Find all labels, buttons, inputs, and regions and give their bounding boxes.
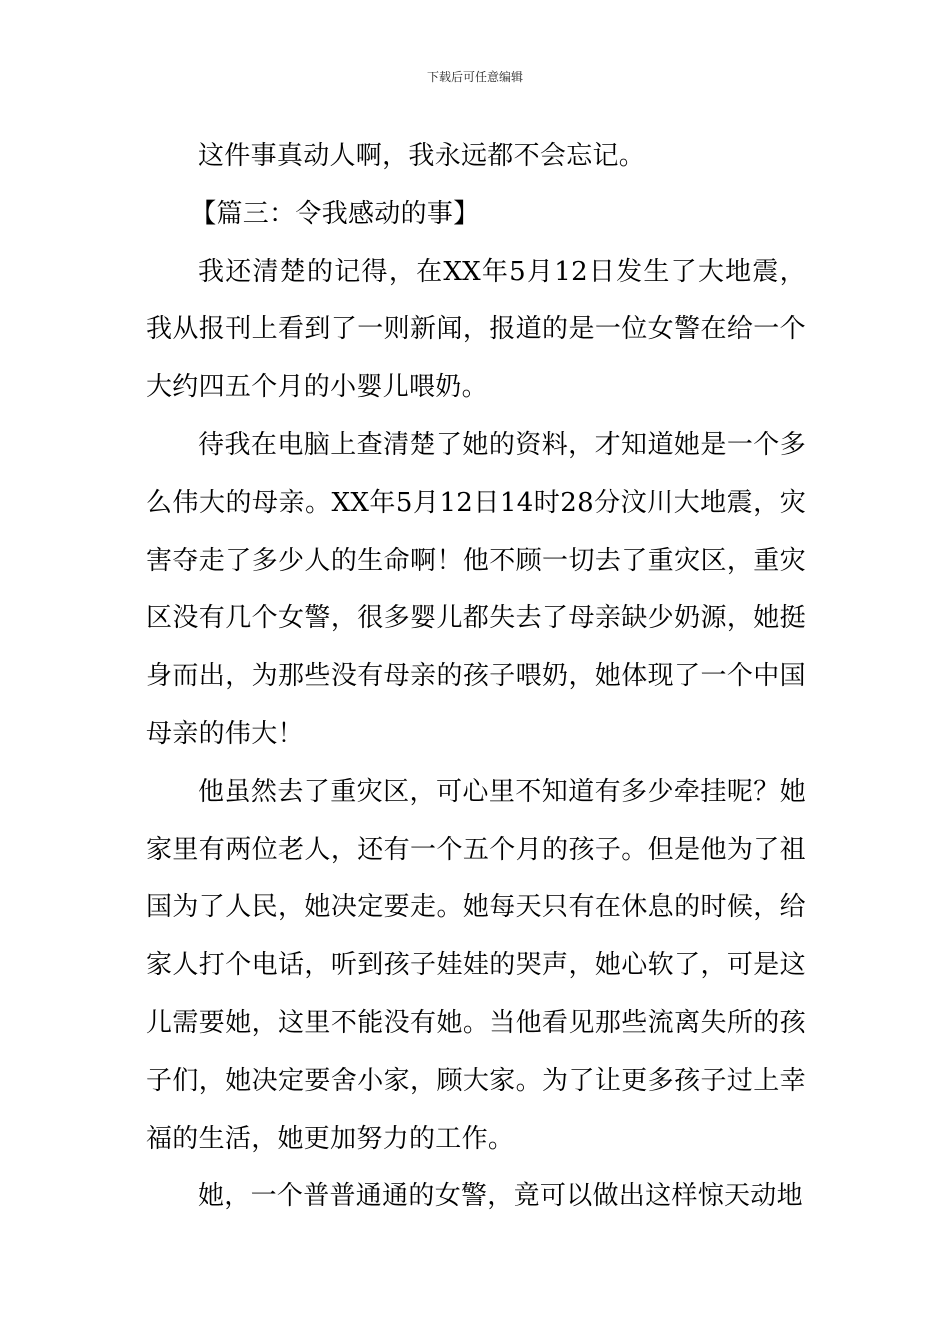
- paragraph-closing: 这件事真动人啊，我永远都不会忘记。: [198, 141, 646, 171]
- section-heading: 【篇三：令我感动的事】: [190, 198, 480, 229]
- paragraph-2: 待我在电脑上查清楚了她的资料，才知道她是一个多么伟大的母亲。XX年5月12日14时28分汶川大地震，灾害夺走了多少人的生命啊！他不顾一切去了重灾区，重灾区没有几个女警，很多婴儿都失去了母亲缺少奶源，她挺身而出，为那些没有母亲的孩子喂奶，她体现了一个中国母亲的伟大！: [146, 429, 806, 749]
- page-header: 下载后可任意编辑: [426, 70, 523, 84]
- paragraph-4: 她，一个普普通通的女警，竟可以做出这样惊天动地: [198, 1181, 803, 1212]
- paragraph-1: 我还清楚的记得，在XX年5月12日发生了大地震，我从报刊上看到了一则新闻，报道的是一位女警在给一个大约四五个月的小婴儿喂奶。: [146, 256, 806, 403]
- document-body: [146, 128, 806, 1226]
- paragraph-3: 他虽然去了重灾区，可心里不知道有多少牵挂呢？她家里有两位老人，还有一个五个月的孩子。但是他为了祖国为了人民，她决定要走。她每天只有在休息的时候，给家人打个电话，听到孩子娃娃的哭声，她心软了，可是这儿需要她，这里不能没有她。当他看见那些流离失所的孩子们，她决定要舍小家，顾大家。为了让更多孩子过上幸福的生活，她更加努力的工作。: [146, 776, 806, 1154]
